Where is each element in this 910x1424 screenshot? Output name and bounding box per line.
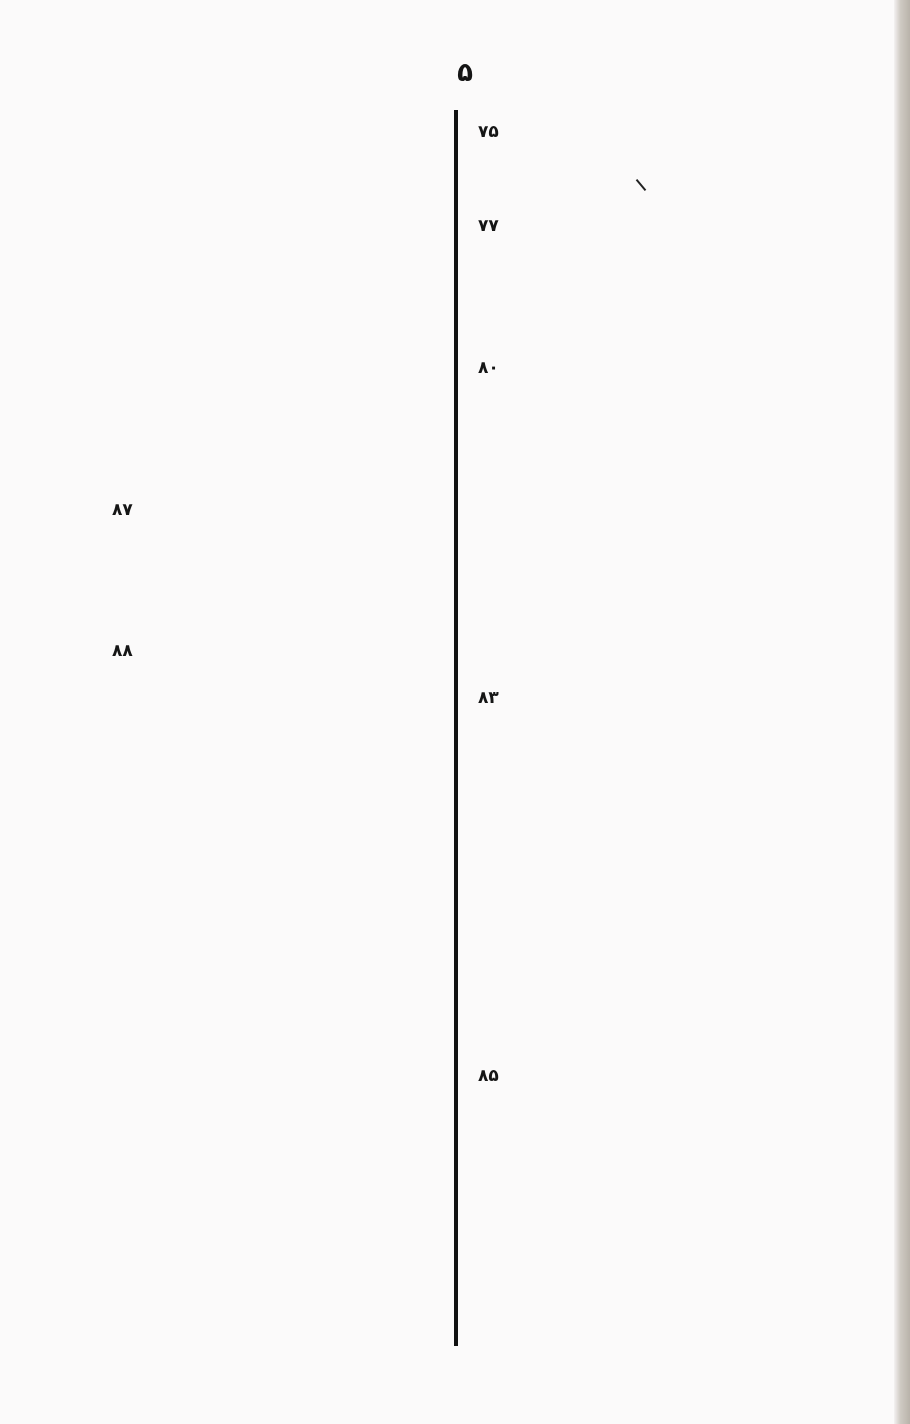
stray-mark (636, 179, 647, 191)
toc-page-number: ۸۷ (112, 499, 133, 520)
page-edge-shadow (894, 0, 910, 1424)
toc-page-number: ۸۵ (478, 1066, 499, 1086)
toc-page-number: ۷۵ (478, 122, 499, 142)
page-number: ۵ (457, 58, 473, 88)
toc-page-number: ۸۰ (478, 358, 499, 378)
toc-page-number: ۷۷ (478, 216, 499, 237)
toc-page-number: ۸۳ (478, 688, 499, 709)
column-divider (454, 110, 458, 1346)
toc-page-number: ۸۸ (112, 641, 133, 662)
